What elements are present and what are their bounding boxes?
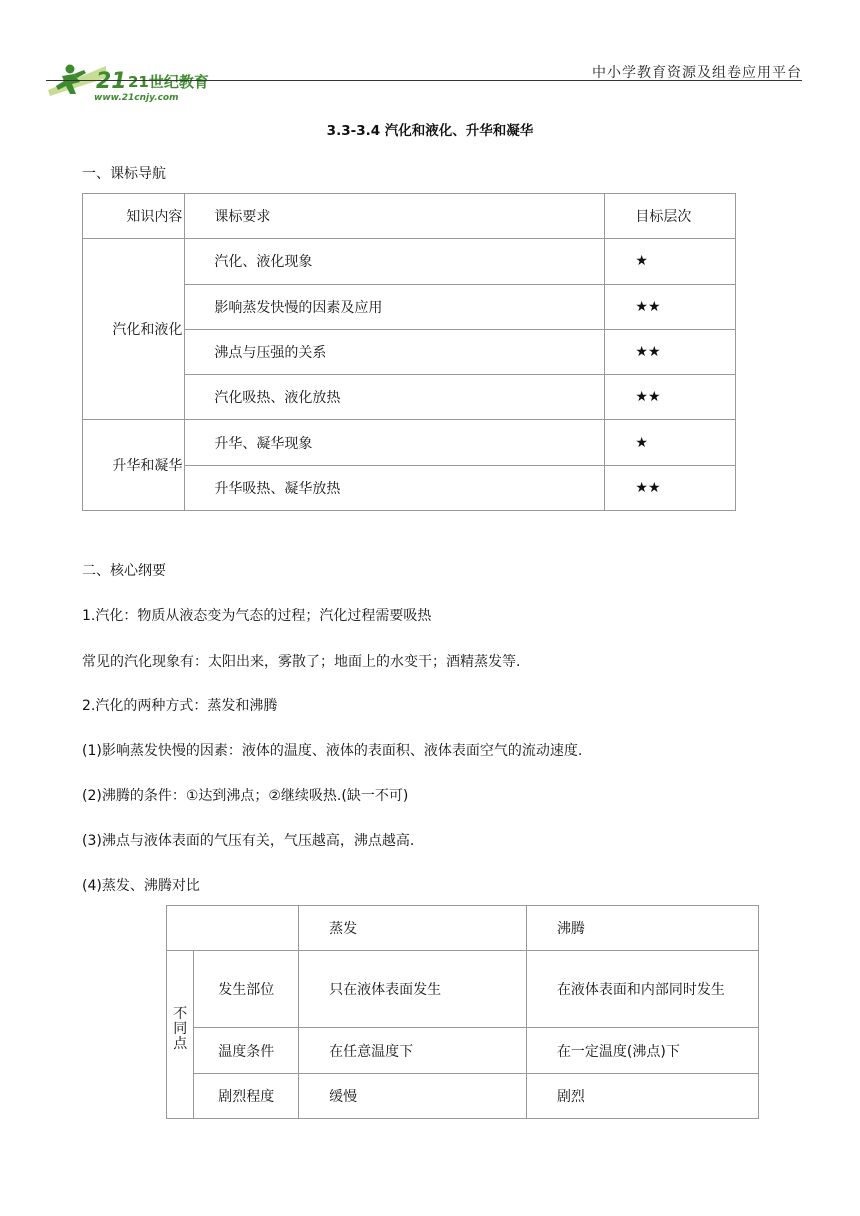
level-stars: ★ [605, 420, 736, 465]
row-label: 温度条件 [194, 1028, 299, 1074]
table-row [83, 420, 736, 465]
row-label: 剧烈程度 [194, 1074, 299, 1119]
paragraph: (1)影响蒸发快慢的因素：液体的温度、液体的表面积、液体表面空气的流动速度. [82, 743, 583, 759]
paragraph: (2)沸腾的条件：①达到沸点；②继续吸热.(缺一不可) [82, 788, 409, 804]
paragraph: 2.汽化的两种方式：蒸发和沸腾 [82, 698, 278, 714]
svg-text:21: 21 [96, 69, 127, 94]
table-row [167, 1074, 759, 1119]
table-row [83, 239, 736, 284]
boiling-cell: 在一定温度(沸点)下 [526, 1028, 758, 1074]
platform-name: 中小学教育资源及组卷应用平台 [592, 65, 802, 81]
evaporation-cell: 在任意温度下 [299, 1028, 527, 1074]
level-stars: ★★ [605, 465, 736, 510]
standards-table [82, 193, 736, 511]
logo [46, 60, 216, 102]
header-cell: 知识内容 [83, 194, 185, 239]
evaporation-cell: 缓慢 [299, 1074, 527, 1119]
level-stars: ★ [605, 239, 736, 284]
boiling-cell: 在液体表面和内部同时发生 [526, 951, 758, 1028]
group-label-cell [167, 951, 194, 1119]
page-header [46, 58, 802, 102]
svg-text:www.21cnjy.com: www.21cnjy.com [94, 93, 179, 102]
section-heading-core: 二、核心纲要 [82, 563, 166, 579]
table-row [167, 1028, 759, 1074]
boiling-cell: 剧烈 [526, 1074, 758, 1119]
row-label: 发生部位 [194, 951, 299, 1028]
level-stars: ★★ [605, 329, 736, 374]
requirement-cell: 汽化、液化现象 [185, 239, 605, 284]
header-cell: 目标层次 [605, 194, 736, 239]
paragraph: (3)沸点与液体表面的气压有关，气压越高，沸点越高. [82, 833, 415, 849]
header-cell: 课标要求 [185, 194, 605, 239]
requirement-cell: 沸点与压强的关系 [185, 329, 605, 374]
requirement-cell: 汽化吸热、液化放热 [185, 375, 605, 420]
table-header-row [167, 906, 759, 951]
group-label: 不同点 [173, 1006, 188, 1052]
level-stars: ★★ [605, 375, 736, 420]
requirement-cell: 升华、凝华现象 [185, 420, 605, 465]
comparison-table [166, 905, 759, 1119]
group-cell: 汽化和液化 [83, 239, 185, 420]
header-cell: 蒸发 [299, 906, 527, 951]
section-heading-standards: 一、课标导航 [82, 166, 166, 182]
group-cell: 升华和凝华 [83, 420, 185, 511]
requirement-cell: 升华吸热、凝华放热 [185, 465, 605, 510]
paragraph: 1.汽化：物质从液态变为气态的过程；汽化过程需要吸热 [82, 608, 432, 624]
paragraph: 常见的汽化现象有：太阳出来，雾散了；地面上的水变干；酒精蒸发等. [82, 654, 521, 670]
paragraph: (4)蒸发、沸腾对比 [82, 878, 200, 894]
empty-corner-cell [167, 906, 299, 951]
table-row [167, 951, 759, 1028]
svg-text:21世纪教育: 21世纪教育 [128, 73, 209, 91]
table-header-row [83, 194, 736, 239]
header-divider [46, 80, 802, 81]
header-cell: 沸腾 [526, 906, 758, 951]
level-stars: ★★ [605, 284, 736, 329]
requirement-cell: 影响蒸发快慢的因素及应用 [185, 284, 605, 329]
evaporation-cell: 只在液体表面发生 [299, 951, 527, 1028]
document-title: 3.3-3.4 汽化和液化、升华和凝华 [326, 123, 534, 139]
